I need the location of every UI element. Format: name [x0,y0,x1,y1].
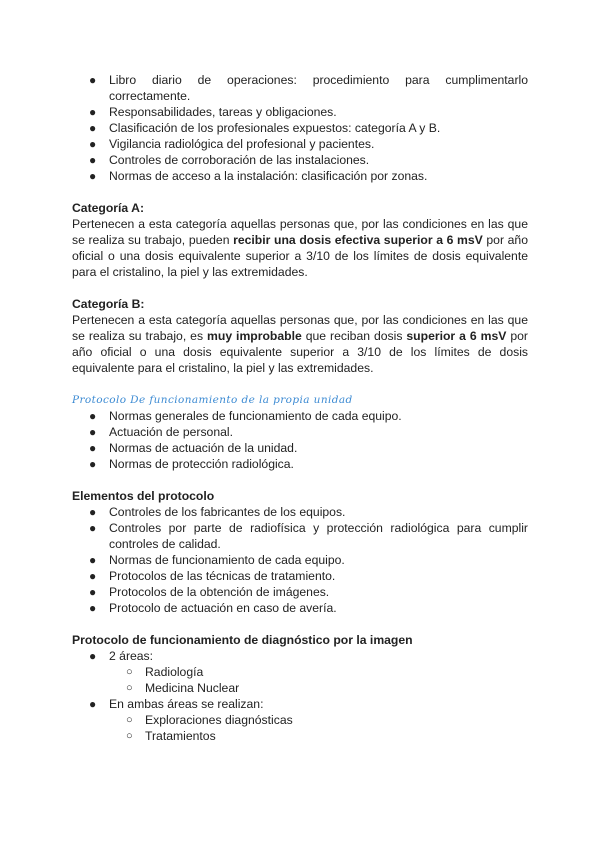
list-item: ● Controles de corroboración de las instalaciones. [89,153,370,167]
list-item: ● Controles por parte de radiofísica y protección radiológica para cumplir controles de calidad. [89,521,528,551]
list-item: ● Normas de actuación de la unidad. [89,441,298,455]
elementos-protocolo-list [72,504,528,616]
categoria-b-paragraph: Pertenecen a esta categoría aquellas personas que, por las condiciones en las que se realiza su trabajo, es muy improbable que reciban dosis superior a 6 msV por año oficial o una dosis equivalente superior a 3/10 de los límites de dosis equivalente para el cristalino, la piel y las extremidades. [72,313,528,375]
list-item: ● Protocolos de la obtención de imágenes. [89,585,330,599]
list-item: ● Protocolos de las técnicas de tratamiento. [89,569,336,583]
bullet-icon: ● [89,121,97,135]
bullet-icon: ● [89,649,97,663]
list-item: ● Clasificación de los profesionales expuestos: categoría A y B. [89,121,441,135]
sub-list-item: ○ Tratamientos [126,729,216,743]
elementos-protocolo-title: Elementos del protocolo [72,489,215,503]
circle-bullet-icon: ○ [126,682,133,694]
list-item: ● Controles de los fabricantes de los equipos. [89,505,346,519]
bullet-icon: ● [89,137,97,151]
circle-bullet-icon: ○ [126,666,133,678]
sub-list [109,664,528,696]
circle-bullet-icon: ○ [126,730,133,742]
categoria-a-title: Categoría A: [72,201,145,215]
list-item: ● Vigilancia radiológica del profesional y pacientes. [89,137,375,151]
sub-list-item: ○ Radiología [126,665,204,679]
protocolo-unidad-list [72,408,528,472]
categoria-b-title: Categoría B: [72,297,145,311]
list-item: ● Normas de acceso a la instalación: clasificación por zonas. [89,169,428,183]
bullet-icon: ● [89,585,97,599]
sub-list-item: ○ Medicina Nuclear [126,681,240,695]
list-item: ● Protocolo de actuación en caso de avería. [89,601,337,615]
bullet-icon: ● [89,505,97,519]
list-item: ● Normas de funcionamiento de cada equipo. [89,553,345,567]
bullet-icon: ● [89,457,97,471]
categoria-a-paragraph: Pertenecen a esta categoría aquellas personas que, por las condiciones en las que se realiza su trabajo, pueden recibir una dosis efectiva superior a 6 msV por año oficial o una dosis equivalente superior a 3/10 de los límites de dosis equivalente para el cristalino, la piel y las extremidades. [72,217,528,279]
list-item: ● Libro diario de operaciones: procedimiento para cumplimentarlo correctamente. [89,73,528,103]
circle-bullet-icon: ○ [126,714,133,726]
list-item: ● Responsabilidades, tareas y obligaciones. [89,105,337,119]
bullet-icon: ● [89,441,97,455]
list-item: ● Normas generales de funcionamiento de cada equipo. [89,409,402,423]
document-content [72,72,528,744]
bullet-icon: ● [89,169,97,183]
protocolo-diagnostico-list [72,648,528,744]
bullet-icon: ● [89,601,97,615]
bullet-icon: ● [89,425,97,439]
bullet-icon: ● [89,521,97,535]
list-item: ● Normas de protección radiológica. [89,457,294,471]
bullet-icon: ● [89,409,97,423]
protocolo-unidad-title: Protocolo De funcionamiento de la propia unidad [72,394,353,406]
bullet-icon: ● [89,553,97,567]
intro-list [72,72,528,184]
bullet-icon: ● [89,73,97,87]
sub-list [109,712,528,744]
list-item: ● Actuación de personal. [89,425,233,439]
bullet-icon: ● [89,569,97,583]
bullet-icon: ● [89,153,97,167]
sub-list-item: ○ Exploraciones diagnósticas [126,713,293,727]
protocolo-diagnostico-title: Protocolo de funcionamiento de diagnóstico por la imagen [72,633,413,647]
list-item: ● En ambas áreas se realizan: ○ Exploraciones diagnósticas ○ Tratamientos [72,696,528,744]
bullet-icon: ● [89,105,97,119]
list-item: ● 2 áreas: ○ Radiología ○ Medicina Nuclear [72,648,528,696]
bullet-icon: ● [89,697,97,711]
